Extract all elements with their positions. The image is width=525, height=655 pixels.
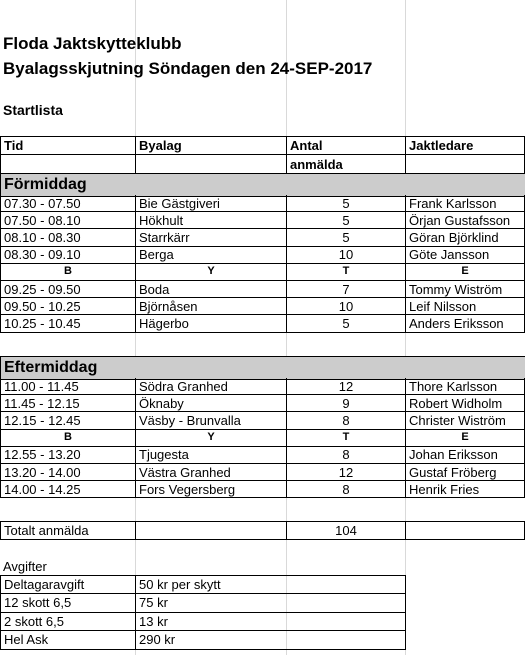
break-row bbox=[0, 430, 525, 447]
count-cell: 5 bbox=[287, 195, 406, 212]
time-cell: 12.55 - 13.20 bbox=[0, 447, 136, 464]
time-cell: 07.50 - 08.10 bbox=[0, 212, 136, 229]
time-cell: 14.00 - 14.25 bbox=[0, 481, 136, 498]
leader-cell: Thore Karlsson bbox=[406, 378, 525, 395]
time-cell: 11.00 - 11.45 bbox=[0, 378, 136, 395]
count-cell: 5 bbox=[287, 229, 406, 246]
table-row bbox=[0, 229, 525, 246]
time-cell: 13.20 - 14.00 bbox=[0, 464, 136, 481]
team-cell: Berga bbox=[136, 247, 287, 264]
break-letter: E bbox=[406, 430, 525, 447]
count-cell: 5 bbox=[287, 315, 406, 332]
leader-cell: Göte Jansson bbox=[406, 247, 525, 264]
table-row bbox=[0, 315, 525, 332]
fee-name: 12 skott 6,5 bbox=[0, 594, 136, 613]
break-letter: T bbox=[287, 264, 406, 281]
leader-cell: Anders Eriksson bbox=[406, 315, 525, 332]
count-cell: 12 bbox=[287, 378, 406, 395]
leader-cell: Christer Wiström bbox=[406, 412, 525, 429]
leader-cell: Robert Widholm bbox=[406, 395, 525, 412]
time-cell: 10.25 - 10.45 bbox=[0, 315, 136, 332]
team-cell: Hökhult bbox=[136, 212, 287, 229]
table-row bbox=[0, 447, 525, 464]
leader-cell: Frank Karlsson bbox=[406, 195, 525, 212]
team-cell: Starrkärr bbox=[136, 229, 287, 246]
col-count-header-2: anmälda bbox=[287, 154, 406, 173]
time-cell: 09.50 - 10.25 bbox=[0, 298, 136, 315]
count-cell: 12 bbox=[287, 464, 406, 481]
break-letter: E bbox=[406, 264, 525, 281]
fees-header-row bbox=[0, 557, 525, 575]
startlist-row bbox=[0, 100, 525, 120]
team-cell: Hägerbo bbox=[136, 315, 287, 332]
event-title: Byalagsskjutning Söndagen den 24-SEP-2017 bbox=[3, 58, 373, 78]
column-header-row-2 bbox=[0, 154, 525, 173]
time-cell: 12.15 - 12.45 bbox=[0, 412, 136, 429]
fee-row bbox=[0, 612, 525, 631]
fee-value: 13 kr bbox=[136, 612, 406, 631]
fee-value: 75 kr bbox=[136, 594, 406, 613]
total-row bbox=[0, 521, 525, 540]
col-count-header: Antal bbox=[287, 136, 406, 154]
time-cell: 11.45 - 12.15 bbox=[0, 395, 136, 412]
leader-cell: Henrik Fries bbox=[406, 481, 525, 498]
table-row bbox=[0, 481, 525, 498]
break-letter: Y bbox=[136, 430, 287, 447]
afternoon-section-header bbox=[0, 356, 525, 380]
time-cell: 08.30 - 09.10 bbox=[0, 247, 136, 264]
team-cell: Tjugesta bbox=[136, 447, 287, 464]
break-letter: T bbox=[287, 430, 406, 447]
time-cell: 07.30 - 07.50 bbox=[0, 195, 136, 212]
time-cell: 08.10 - 08.30 bbox=[0, 229, 136, 246]
col-team-header: Byalag bbox=[136, 136, 287, 154]
table-row bbox=[0, 212, 525, 229]
fee-name: Deltagaravgift bbox=[0, 575, 136, 594]
fees-label: Avgifter bbox=[3, 558, 47, 574]
team-cell: Öknaby bbox=[136, 395, 287, 412]
col-time-header: Tid bbox=[0, 136, 136, 154]
leader-cell: Johan Eriksson bbox=[406, 447, 525, 464]
leader-cell: Gustaf Fröberg bbox=[406, 464, 525, 481]
event-row bbox=[0, 56, 525, 80]
team-cell: Bie Gästgiveri bbox=[136, 195, 287, 212]
leader-cell: Tommy Wiström bbox=[406, 281, 525, 298]
count-cell: 8 bbox=[287, 412, 406, 429]
col-leader-header: Jaktledare bbox=[406, 136, 525, 154]
team-cell: Björnåsen bbox=[136, 298, 287, 315]
club-name: Floda Jaktskytteklubb bbox=[3, 33, 182, 53]
count-cell: 8 bbox=[287, 447, 406, 464]
club-row bbox=[0, 32, 525, 54]
count-cell: 9 bbox=[287, 395, 406, 412]
fee-row bbox=[0, 575, 525, 594]
team-cell: Södra Granhed bbox=[136, 378, 287, 395]
column-header-row bbox=[0, 136, 525, 154]
total-label: Totalt anmälda bbox=[0, 521, 136, 540]
count-cell: 7 bbox=[287, 281, 406, 298]
table-row bbox=[0, 395, 525, 412]
team-cell: Västra Granhed bbox=[136, 464, 287, 481]
team-cell: Fors Vegersberg bbox=[136, 481, 287, 498]
fee-name: Hel Ask bbox=[0, 631, 136, 650]
count-cell: 5 bbox=[287, 212, 406, 229]
startlist-label: Startlista bbox=[3, 102, 63, 118]
table-row bbox=[0, 412, 525, 429]
table-row bbox=[0, 281, 525, 298]
table-row bbox=[0, 247, 525, 264]
time-cell: 09.25 - 09.50 bbox=[0, 281, 136, 298]
morning-label: Förmiddag bbox=[4, 176, 87, 193]
count-cell: 10 bbox=[287, 298, 406, 315]
table-row bbox=[0, 298, 525, 315]
table-row bbox=[0, 464, 525, 481]
fee-name: 2 skott 6,5 bbox=[0, 612, 136, 631]
leader-cell: Örjan Gustafsson bbox=[406, 212, 525, 229]
fee-row bbox=[0, 631, 525, 650]
break-letter: B bbox=[0, 430, 136, 447]
fee-row bbox=[0, 594, 525, 613]
count-cell: 10 bbox=[287, 247, 406, 264]
table-row bbox=[0, 195, 525, 212]
afternoon-label: Eftermiddag bbox=[4, 359, 98, 376]
leader-cell: Göran Björklind bbox=[406, 229, 525, 246]
fee-value: 50 kr per skytt bbox=[136, 575, 406, 594]
break-letter: Y bbox=[136, 264, 287, 281]
team-cell: Boda bbox=[136, 281, 287, 298]
fee-value: 290 kr bbox=[136, 631, 406, 650]
leader-cell: Leif Nilsson bbox=[406, 298, 525, 315]
total-value: 104 bbox=[287, 521, 406, 540]
team-cell: Väsby - Brunvalla bbox=[136, 412, 287, 429]
break-row bbox=[0, 264, 525, 281]
morning-section-header bbox=[0, 173, 525, 197]
count-cell: 8 bbox=[287, 481, 406, 498]
table-row bbox=[0, 378, 525, 395]
break-letter: B bbox=[0, 264, 136, 281]
